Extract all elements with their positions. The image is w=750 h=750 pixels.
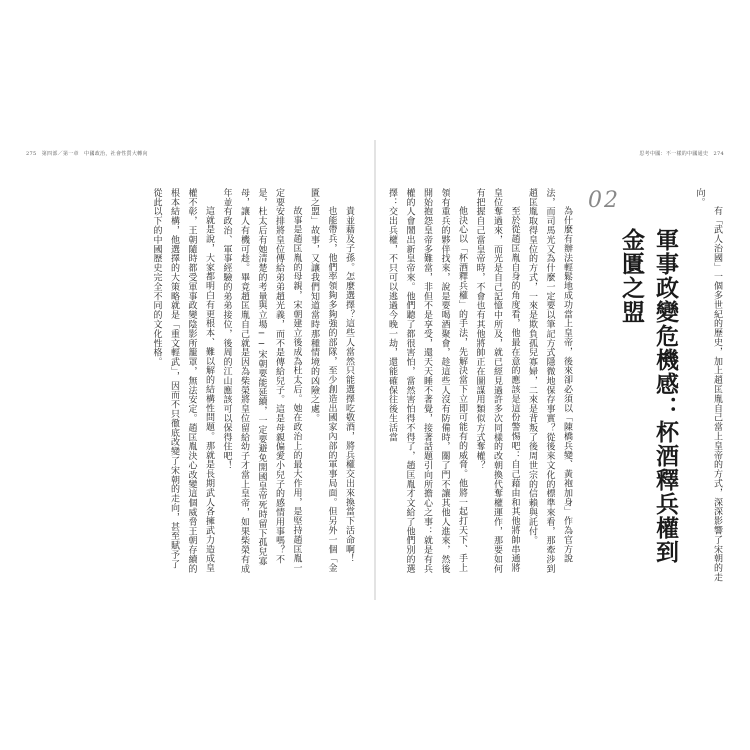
intro-column xyxy=(685,188,725,583)
paragraph: 貴並藉及子孫。怎麼選擇？這些人當然只能選擇吃敬酒，將兵權交出來換當下活命啊！ xyxy=(344,206,354,564)
paragraph: 至於從趙匡胤自身的角度看，他最在意的應該是這份警惕吧：自己藉由和其他將帥串通將皇位奪過來，而光是自己記憶中所及，就已經見過許多次同樣的改朝換代奪權運作，那要如何有把握自己當皇帝時，不會也有其他將帥正在圖謀用類似方式奪權？ xyxy=(474,188,520,574)
paragraph: 也能帶兵，他們率領夠多夠強的部隊，至少創造出國家內部的軍事局面。但另外一個「金匱之盟」故事，又讓我們知道當時那種情境的凶險之處。 xyxy=(309,188,337,573)
left-running-head: 275 第四部／第一章 中國政治，社會性質大轉向 xyxy=(26,151,148,157)
book-spine xyxy=(374,140,376,600)
paragraph: 為什麼有辦法輕鬆地成功當上皇帝，後來卻必須以「陳橋兵變、黃袍加身」作為官方說法，而司馬光又為什麼一定要以筆記方式隱微地保存事實？從後來文化的標準來看，那牽涉到趙匡胤取得皇位的方式，一來是欺負孤兒寡婦，二來是背叛了後周世宗的信賴與託付。 xyxy=(527,188,572,574)
right-page xyxy=(385,150,730,590)
paragraph: 這就是說，大家都明白有更根本、難以解的結構性問題。那就是長期武人各擁武力造成皇權不彰，王朝隨時都受軍事政變陰影所籠罩，無法安定。趙匡胤決心改變這個威脅王朝存續的根本結構，他選擇的大策略就是「重文輕武」，因而不只徹底改變了宋朝的走向，甚至賦予了從此以下的中國歷史完全不同的文化性格。 xyxy=(151,188,214,574)
right-page-body xyxy=(387,188,575,578)
left-page-body xyxy=(27,188,357,578)
right-running-head: 思考中國：不一樣的中國通史 274 xyxy=(639,151,724,157)
section-number: 02 xyxy=(588,188,620,213)
paragraph: 他決心以「杯酒釋兵權」的手法，先解決當下立即可能有的威脅。他將一起打天下、手上領有重兵的夥伴找來，說是要喝酒聚會，趁這些人沒有防備時，關了門不讓其他人進來，然後開始抱怨皇帝多難當，非但不是享受，還天天睡不著覺，接著話題引向所擔心之事：就是有兵權的人會鬧出新皇帝來。他們聽了都很害怕，當然害怕得不得了，趙匡胤才文給了他們別的選擇：交出兵權，不只可以逃過今晚一劫，還能確保往後生活當 xyxy=(387,188,467,574)
left-page xyxy=(20,150,365,590)
paragraph: 有「武人治國」一個多世紀的歷史，加上趙匡胤自己當上皇帝的方式，深深影響了宋朝的走向。 xyxy=(694,188,722,582)
paragraph: 故事是趙匡胤的母親，宋朝建立後成為杜太后。她在政治上的最大作用，是堅持趙匡胤一定要安排將皇位傳給弟弟趙光義，而不是傳給兒子。這是母親偏愛小兒子的感情用事嗎？不是，杜太后有她清楚的考量與立場──宋朝要能延續，一定要避免開國皇帝死時留下孤兒寡母，讓人有機可趁。畢竟趙匡胤自己就是因為柴榮將皇位留給幼子才當上皇帝，如果柴榮有成年並有政治、軍事經驗的弟弟接位，後周的江山應該可以保得住吧！ xyxy=(221,188,302,574)
section-heading xyxy=(572,188,682,583)
section-title: 軍事政變危機感：杯酒釋兵權到金匱之盟 xyxy=(618,228,678,564)
intro-text xyxy=(685,188,725,583)
